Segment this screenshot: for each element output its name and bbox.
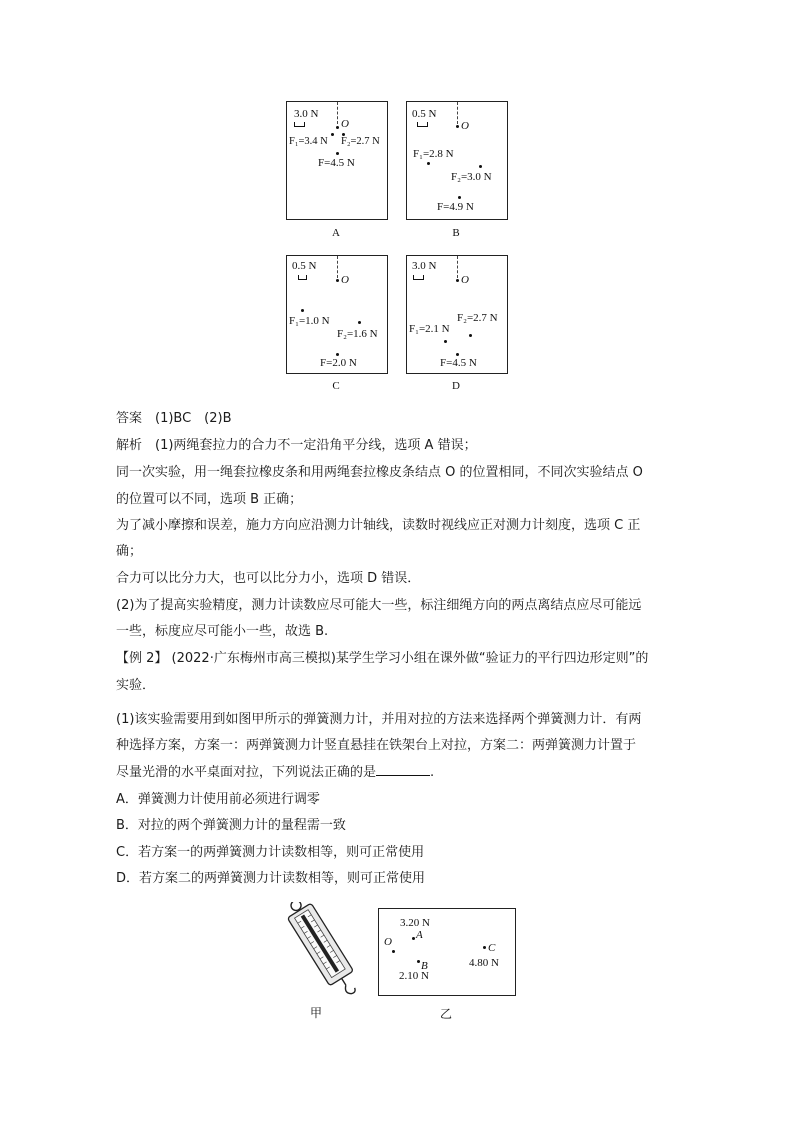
point-b-label: B [421, 960, 428, 972]
analysis-line-7: (2)为了提高实验精度，测力计读数应尽可能大一些，标注细绳方向的两点离结点应尽可能远 [116, 598, 642, 613]
point-f2 [358, 321, 361, 324]
spring-scale-illustration [272, 902, 372, 997]
f2-label: F₂=3.0 N [451, 171, 492, 183]
answer-line: 答案 (1)BC (2)B [116, 411, 232, 426]
point-o-label: O [461, 120, 469, 132]
option-a: A．弹簧测力计使用前必须进行调零 [116, 792, 320, 807]
scale-bar [294, 122, 305, 127]
figure-d-caption: D [452, 380, 460, 392]
figure-c-caption: C [332, 380, 340, 392]
figure-a-caption: A [332, 227, 340, 239]
c-value-label: 4.80 N [469, 957, 499, 969]
scale-label: 0.5 N [292, 260, 317, 272]
reference-line [337, 102, 338, 124]
f1-label: F₁=2.1 N [409, 323, 450, 335]
point-o-label: O [384, 936, 392, 948]
figure-c [286, 255, 388, 374]
f-label: F=4.5 N [440, 357, 477, 369]
point-f1 [444, 340, 447, 343]
figure-d [406, 255, 508, 374]
yi-caption: 乙 [439, 1007, 452, 1021]
reference-line [457, 102, 458, 124]
option-c: C．若方案一的两弹簧测力计读数相等，则可正常使用 [116, 845, 425, 860]
point-f2 [479, 165, 482, 168]
answer-blank[interactable] [376, 763, 430, 776]
figure-b [406, 101, 508, 220]
analysis-line-3: 的位置可以不同，选项 B 正确； [116, 492, 303, 507]
point-f [456, 353, 459, 356]
f-label: F=4.5 N [318, 157, 355, 169]
option-d: D．若方案二的两弹簧测力计读数相等，则可正常使用 [116, 871, 426, 886]
point-c [483, 946, 486, 949]
analysis-line-1: 解析 (1)两绳套拉力的合力不一定沿角平分线，选项 A 错误； [116, 438, 477, 453]
point-c-label: C [488, 942, 496, 954]
figure-b-caption: B [452, 227, 460, 239]
example-heading-2: 实验． [116, 678, 156, 693]
analysis-line-2: 同一次实验，用一绳套拉橡皮条和用两绳套拉橡皮条结点 O 的位置相同，不同次实验结点 O [116, 465, 643, 480]
f1-label: F₁=2.8 N [413, 148, 454, 160]
option-b: B．对拉的两个弹簧测力计的量程需一致 [116, 818, 346, 833]
point-f [336, 353, 339, 356]
example-heading-1: 【例 2】 (2022·广东梅州市高三模拟)某学生学习小组在课外做“验证力的平行四边形定则”的 [116, 651, 649, 666]
point-o [456, 279, 459, 282]
scale-bar [413, 275, 424, 280]
b-value-label: 2.10 N [399, 970, 429, 982]
f-label: F=2.0 N [320, 357, 357, 369]
f2-label: F₂=2.7 N [457, 312, 498, 324]
jia-caption: 甲 [309, 1006, 322, 1020]
figure-yi [378, 908, 516, 996]
scale-label: 0.5 N [412, 108, 437, 120]
point-o [392, 950, 395, 953]
question-line-3 [116, 763, 434, 782]
analysis-line-6: 合力可以比分力大，也可以比分力小，选项 D 错误． [116, 571, 421, 586]
scale-label: 3.0 N [412, 260, 437, 272]
point-o-label: O [341, 118, 349, 130]
question-end: . [430, 765, 435, 780]
a-value-label: 3.20 N [400, 917, 430, 929]
point-o [336, 279, 339, 282]
point-f [336, 152, 339, 155]
reference-line [337, 256, 338, 278]
point-f2 [469, 334, 472, 337]
f1-label: F₁=1.0 N [289, 315, 330, 327]
analysis-line-5: 确； [116, 544, 143, 559]
f2-label: F₂=2.7 N [341, 136, 380, 147]
point-o-label: O [461, 274, 469, 286]
f-label: F=4.9 N [437, 201, 474, 213]
point-b [417, 960, 420, 963]
f2-label: F₂=1.6 N [337, 328, 378, 340]
question-line-1: (1)该实验需要用到如图甲所示的弹簧测力计，并用对拉的方法来选择两个弹簧测力计．有两 [116, 712, 642, 727]
question-line-2: 种选择方案，方案一：两弹簧测力计竖直悬挂在铁架台上对拉，方案二：两弹簧测力计置于 [116, 738, 637, 753]
point-a-label: A [416, 929, 423, 941]
point-f1 [301, 309, 304, 312]
figure-a [286, 101, 388, 220]
scale-label: 3.0 N [294, 108, 319, 120]
analysis-line-8: 一些，标度应尽可能小一些，故选 B. [116, 624, 329, 639]
scale-bar [417, 122, 428, 127]
f1-label: F₁=3.4 N [289, 136, 328, 147]
point-a [412, 937, 415, 940]
point-f1 [331, 133, 334, 136]
point-o [336, 126, 339, 129]
point-f1 [427, 162, 430, 165]
point-o [456, 125, 459, 128]
point-f [458, 196, 461, 199]
analysis-line-4: 为了减小摩擦和误差，施力方向应沿测力计轴线，读数时视线应正对测力计刻度，选项 C 正 [116, 518, 641, 533]
reference-line [457, 256, 458, 278]
scale-bar [298, 275, 307, 280]
question-text: 尽量光滑的水平桌面对拉，下列说法正确的是 [116, 765, 377, 780]
point-o-label: O [341, 274, 349, 286]
